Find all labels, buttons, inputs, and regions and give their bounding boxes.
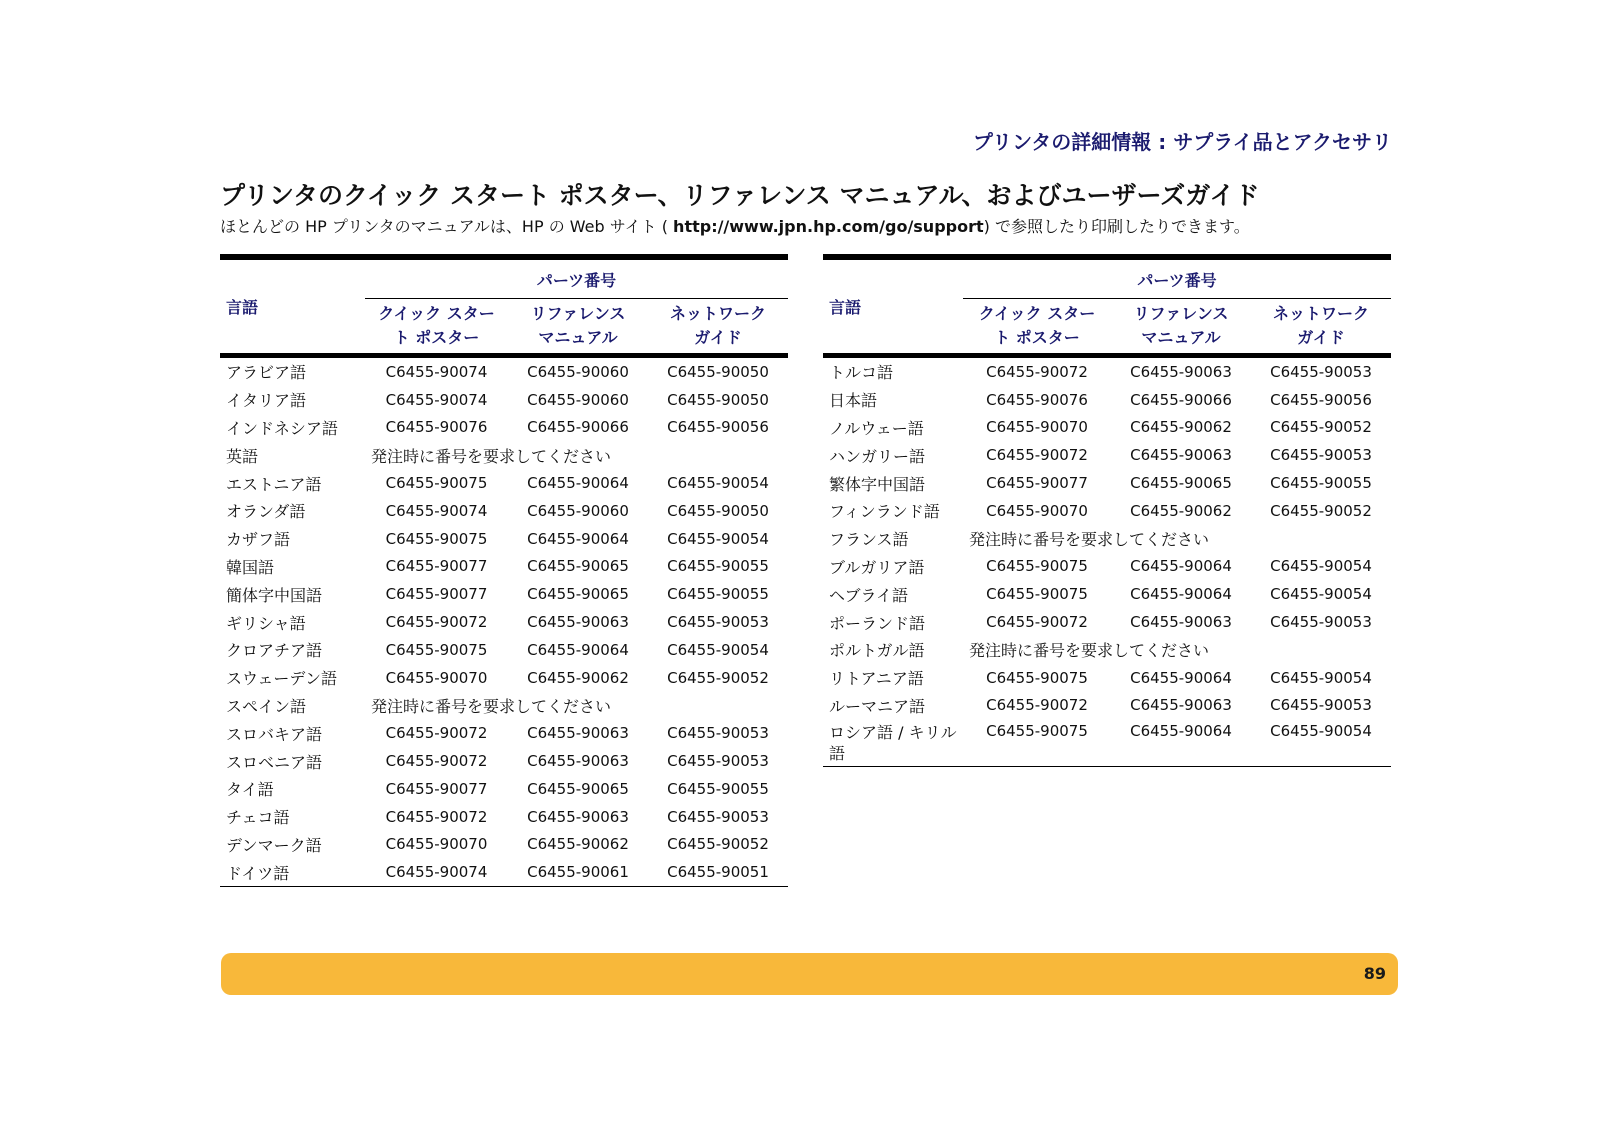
reference-header-line1: リファレンス — [1133, 304, 1229, 323]
table-row — [823, 386, 1391, 414]
language-cell: ギリシャ語 — [226, 613, 306, 633]
reference-part-number: C6455-90063 — [527, 752, 629, 771]
table-row — [220, 692, 788, 720]
table-row — [220, 580, 788, 608]
quick-start-part-number: C6455-90072 — [385, 752, 488, 771]
quick-start-part-number: C6455-90074 — [385, 501, 488, 520]
network-part-number: C6455-90050 — [667, 390, 769, 409]
quick-start-part-number: C6455-90070 — [986, 418, 1088, 437]
page-title: プリンタのクイック スタート ポスター、リファレンス マニュアル、およびユーザーズガイド — [220, 181, 1260, 210]
table-row — [220, 441, 788, 469]
table-row — [220, 719, 788, 747]
reference-part-number: C6455-90062 — [1130, 501, 1232, 520]
language-cell: オランダ語 — [226, 502, 306, 522]
reference-part-number: C6455-90063 — [1130, 362, 1232, 381]
reference-part-number: C6455-90065 — [1130, 474, 1232, 493]
table-row — [220, 803, 788, 831]
language-cell: アラビア語 — [226, 363, 307, 383]
quick-start-header-line1: クイック スター — [378, 304, 495, 323]
quick-start-part-number: C6455-90074 — [365, 858, 508, 886]
table-row — [220, 747, 788, 775]
table-row — [823, 608, 1391, 636]
intro-text-after: ) で参照したり印刷したりできます。 — [983, 217, 1250, 236]
quick-start-poster-header — [963, 299, 1111, 356]
table-row — [823, 469, 1391, 497]
reference-part-number: C6455-90063 — [527, 724, 629, 743]
table-row — [823, 664, 1391, 692]
network-part-number: C6455-90055 — [667, 779, 769, 798]
reference-part-number: C6455-90066 — [1130, 390, 1232, 409]
network-part-number: C6455-90056 — [667, 418, 769, 437]
network-header-line1: ネットワーク — [1273, 304, 1370, 323]
language-cell: タイ語 — [226, 780, 274, 800]
reference-part-number: C6455-90062 — [527, 668, 629, 687]
quick-start-part-number: C6455-90074 — [385, 362, 488, 381]
network-part-number: C6455-90053 — [667, 752, 769, 771]
quick-start-header-line2: ト ポスター — [393, 328, 480, 347]
table-row — [823, 553, 1391, 581]
reference-part-number: C6455-90064 — [527, 529, 629, 548]
order-note-cell: 発注時に番号を要求してください — [969, 530, 1210, 550]
support-url-link[interactable]: http://www.jpn.hp.com/go/support — [673, 217, 984, 236]
reference-manual-header — [1111, 299, 1251, 356]
table-row — [823, 414, 1391, 442]
network-guide-header — [1251, 299, 1391, 356]
reference-part-number: C6455-90066 — [527, 418, 629, 437]
quick-start-part-number: C6455-90075 — [385, 640, 488, 659]
table-row — [220, 831, 788, 859]
table-row — [823, 719, 1391, 767]
language-cell: 日本語 — [829, 391, 878, 411]
language-cell: トルコ語 — [829, 363, 894, 383]
table-row — [220, 858, 788, 886]
parts-table-right-body — [823, 356, 1391, 767]
reference-part-number: C6455-90063 — [527, 613, 629, 632]
quick-start-poster-header — [365, 299, 508, 356]
network-guide-header — [648, 299, 788, 356]
network-part-number: C6455-90054 — [667, 640, 769, 659]
language-cell: ブルガリア語 — [829, 557, 925, 577]
network-part-number: C6455-90053 — [667, 807, 769, 826]
section-header: プリンタの詳細情報 : サプライ品とアクセサリ — [972, 130, 1392, 154]
language-cell: ヘブライ語 — [829, 585, 909, 605]
language-cell: チェコ語 — [226, 808, 290, 828]
network-part-number: C6455-90053 — [667, 613, 769, 632]
network-part-number: C6455-90053 — [1270, 362, 1372, 381]
intro-text-before: ほとんどの HP プリンタのマニュアルは、HP の Web サイト ( — [220, 217, 674, 236]
quick-start-part-number: C6455-90070 — [986, 501, 1088, 520]
quick-start-part-number: C6455-90072 — [986, 696, 1088, 715]
network-part-number: C6455-90053 — [667, 724, 769, 743]
quick-start-part-number: C6455-90070 — [385, 668, 488, 687]
reference-header-line2: マニュアル — [538, 328, 618, 347]
table-row — [220, 469, 788, 497]
language-cell: ハンガリー語 — [829, 446, 926, 466]
quick-start-part-number: C6455-90077 — [986, 474, 1088, 493]
reference-manual-header — [508, 299, 648, 356]
network-header-line2: ガイド — [694, 328, 742, 347]
network-part-number: C6455-90050 — [667, 362, 769, 381]
network-part-number: C6455-90052 — [667, 835, 769, 854]
reference-part-number: C6455-90064 — [527, 640, 629, 659]
table-row — [220, 553, 788, 581]
network-part-number: C6455-90053 — [1270, 613, 1372, 632]
network-part-number: C6455-90050 — [667, 501, 769, 520]
network-part-number: C6455-90051 — [648, 858, 788, 886]
quick-start-part-number: C6455-90076 — [986, 390, 1088, 409]
reference-part-number: C6455-90064 — [1130, 557, 1232, 576]
language-cell: フランス語 — [829, 530, 909, 550]
network-part-number: C6455-90054 — [1270, 585, 1372, 604]
quick-start-part-number: C6455-90072 — [385, 613, 488, 632]
table-row — [220, 664, 788, 692]
table-row — [220, 775, 788, 803]
reference-part-number: C6455-90063 — [1130, 696, 1232, 715]
reference-header-line2: マニュアル — [1141, 328, 1221, 347]
language-cell: ロシア語 / キリル語 — [823, 719, 963, 767]
language-cell: 簡体字中国語 — [226, 585, 323, 605]
language-cell: エストニア語 — [226, 474, 322, 494]
intro-text — [220, 214, 1250, 237]
order-note-cell: 発注時に番号を要求してください — [371, 696, 612, 716]
page-number: 89 — [1363, 964, 1386, 983]
network-part-number: C6455-90054 — [667, 474, 769, 493]
reference-part-number: C6455-90064 — [527, 474, 629, 493]
table-row — [220, 525, 788, 553]
parts-table-left-body — [220, 356, 788, 887]
quick-start-part-number: C6455-90072 — [385, 807, 488, 826]
reference-part-number: C6455-90063 — [527, 807, 629, 826]
table-row — [220, 497, 788, 525]
table-row — [823, 636, 1391, 664]
quick-start-part-number: C6455-90077 — [385, 585, 488, 604]
network-header-line1: ネットワーク — [670, 304, 767, 323]
reference-part-number: C6455-90063 — [1130, 446, 1232, 465]
reference-part-number: C6455-90061 — [508, 858, 648, 886]
language-cell: イタリア語 — [226, 391, 307, 411]
table-row — [220, 636, 788, 664]
table-row — [220, 608, 788, 636]
language-cell: 繁体字中国語 — [829, 474, 926, 494]
reference-part-number: C6455-90060 — [527, 390, 629, 409]
order-note-cell: 発注時に番号を要求してください — [969, 641, 1210, 661]
network-header-line2: ガイド — [1297, 328, 1345, 347]
network-part-number: C6455-90056 — [1270, 390, 1372, 409]
table-row — [823, 580, 1391, 608]
language-cell: デンマーク語 — [226, 835, 322, 855]
language-cell: ポーランド語 — [829, 613, 926, 633]
language-cell: インドネシア語 — [226, 418, 338, 438]
language-cell: スロバキア語 — [226, 724, 323, 744]
network-part-number: C6455-90052 — [1270, 501, 1372, 520]
language-cell: フィンランド語 — [829, 502, 940, 522]
quick-start-part-number: C6455-90072 — [385, 724, 488, 743]
quick-start-part-number: C6455-90077 — [385, 557, 488, 576]
table-row — [823, 497, 1391, 525]
quick-start-part-number: C6455-90072 — [986, 446, 1088, 465]
reference-part-number: C6455-90060 — [527, 362, 629, 381]
quick-start-part-number: C6455-90075 — [986, 668, 1088, 687]
network-part-number: C6455-90053 — [1270, 696, 1372, 715]
network-part-number: C6455-90052 — [667, 668, 769, 687]
parts-table-right — [823, 254, 1391, 767]
reference-part-number: C6455-90065 — [527, 557, 629, 576]
quick-start-part-number: C6455-90072 — [986, 613, 1088, 632]
reference-part-number: C6455-90063 — [1130, 613, 1232, 632]
language-column-header: 言語 — [220, 260, 365, 356]
network-part-number: C6455-90055 — [1270, 474, 1372, 493]
language-cell: ルーマニア語 — [829, 696, 926, 716]
part-number-group-header: パーツ番号 — [365, 260, 788, 299]
language-cell: カザフ語 — [226, 530, 291, 550]
table-row — [220, 356, 788, 386]
quick-start-part-number: C6455-90070 — [385, 835, 488, 854]
reference-part-number: C6455-90065 — [527, 779, 629, 798]
language-cell: スロベニア語 — [226, 752, 323, 772]
order-note-cell: 発注時に番号を要求してください — [371, 446, 612, 466]
table-row — [220, 386, 788, 414]
quick-start-part-number: C6455-90075 — [986, 585, 1088, 604]
reference-part-number: C6455-90060 — [527, 501, 629, 520]
reference-part-number: C6455-90065 — [527, 585, 629, 604]
parts-table-left — [220, 254, 788, 887]
network-part-number: C6455-90054 — [1251, 719, 1391, 767]
language-cell: 韓国語 — [226, 557, 275, 577]
network-part-number: C6455-90052 — [1270, 418, 1372, 437]
network-part-number: C6455-90054 — [667, 529, 769, 548]
quick-start-part-number: C6455-90075 — [963, 719, 1111, 767]
language-cell: ノルウェー語 — [829, 418, 924, 438]
language-cell: ポルトガル語 — [829, 641, 925, 661]
language-cell: リトアニア語 — [829, 669, 924, 689]
network-part-number: C6455-90053 — [1270, 446, 1372, 465]
network-part-number: C6455-90054 — [1270, 668, 1372, 687]
table-row — [823, 692, 1391, 720]
table-row — [220, 414, 788, 442]
reference-part-number: C6455-90064 — [1111, 719, 1251, 767]
quick-start-part-number: C6455-90075 — [385, 474, 488, 493]
network-part-number: C6455-90055 — [667, 557, 769, 576]
reference-part-number: C6455-90064 — [1130, 585, 1232, 604]
reference-part-number: C6455-90062 — [527, 835, 629, 854]
quick-start-header-line1: クイック スター — [978, 304, 1096, 323]
part-number-group-header: パーツ番号 — [963, 260, 1391, 299]
network-part-number: C6455-90054 — [1270, 557, 1372, 576]
quick-start-part-number: C6455-90076 — [385, 418, 488, 437]
language-cell: クロアチア語 — [226, 641, 323, 661]
quick-start-part-number: C6455-90075 — [385, 529, 488, 548]
quick-start-part-number: C6455-90072 — [986, 362, 1088, 381]
quick-start-header-line2: ト ポスター — [994, 328, 1080, 347]
reference-part-number: C6455-90064 — [1130, 668, 1232, 687]
table-row — [823, 525, 1391, 553]
language-cell: スウェーデン語 — [226, 669, 338, 689]
quick-start-part-number: C6455-90075 — [986, 557, 1088, 576]
footer-bar — [221, 953, 1398, 995]
table-row — [823, 356, 1391, 386]
language-cell: ドイツ語 — [220, 858, 365, 886]
network-part-number: C6455-90055 — [667, 585, 769, 604]
table-row — [823, 441, 1391, 469]
language-cell: スペイン語 — [226, 696, 307, 716]
quick-start-part-number: C6455-90077 — [385, 779, 488, 798]
language-column-header: 言語 — [823, 260, 963, 356]
reference-part-number: C6455-90062 — [1130, 418, 1232, 437]
reference-header-line1: リファレンス — [530, 304, 626, 323]
quick-start-part-number: C6455-90074 — [385, 390, 488, 409]
language-cell: 英語 — [226, 446, 259, 466]
